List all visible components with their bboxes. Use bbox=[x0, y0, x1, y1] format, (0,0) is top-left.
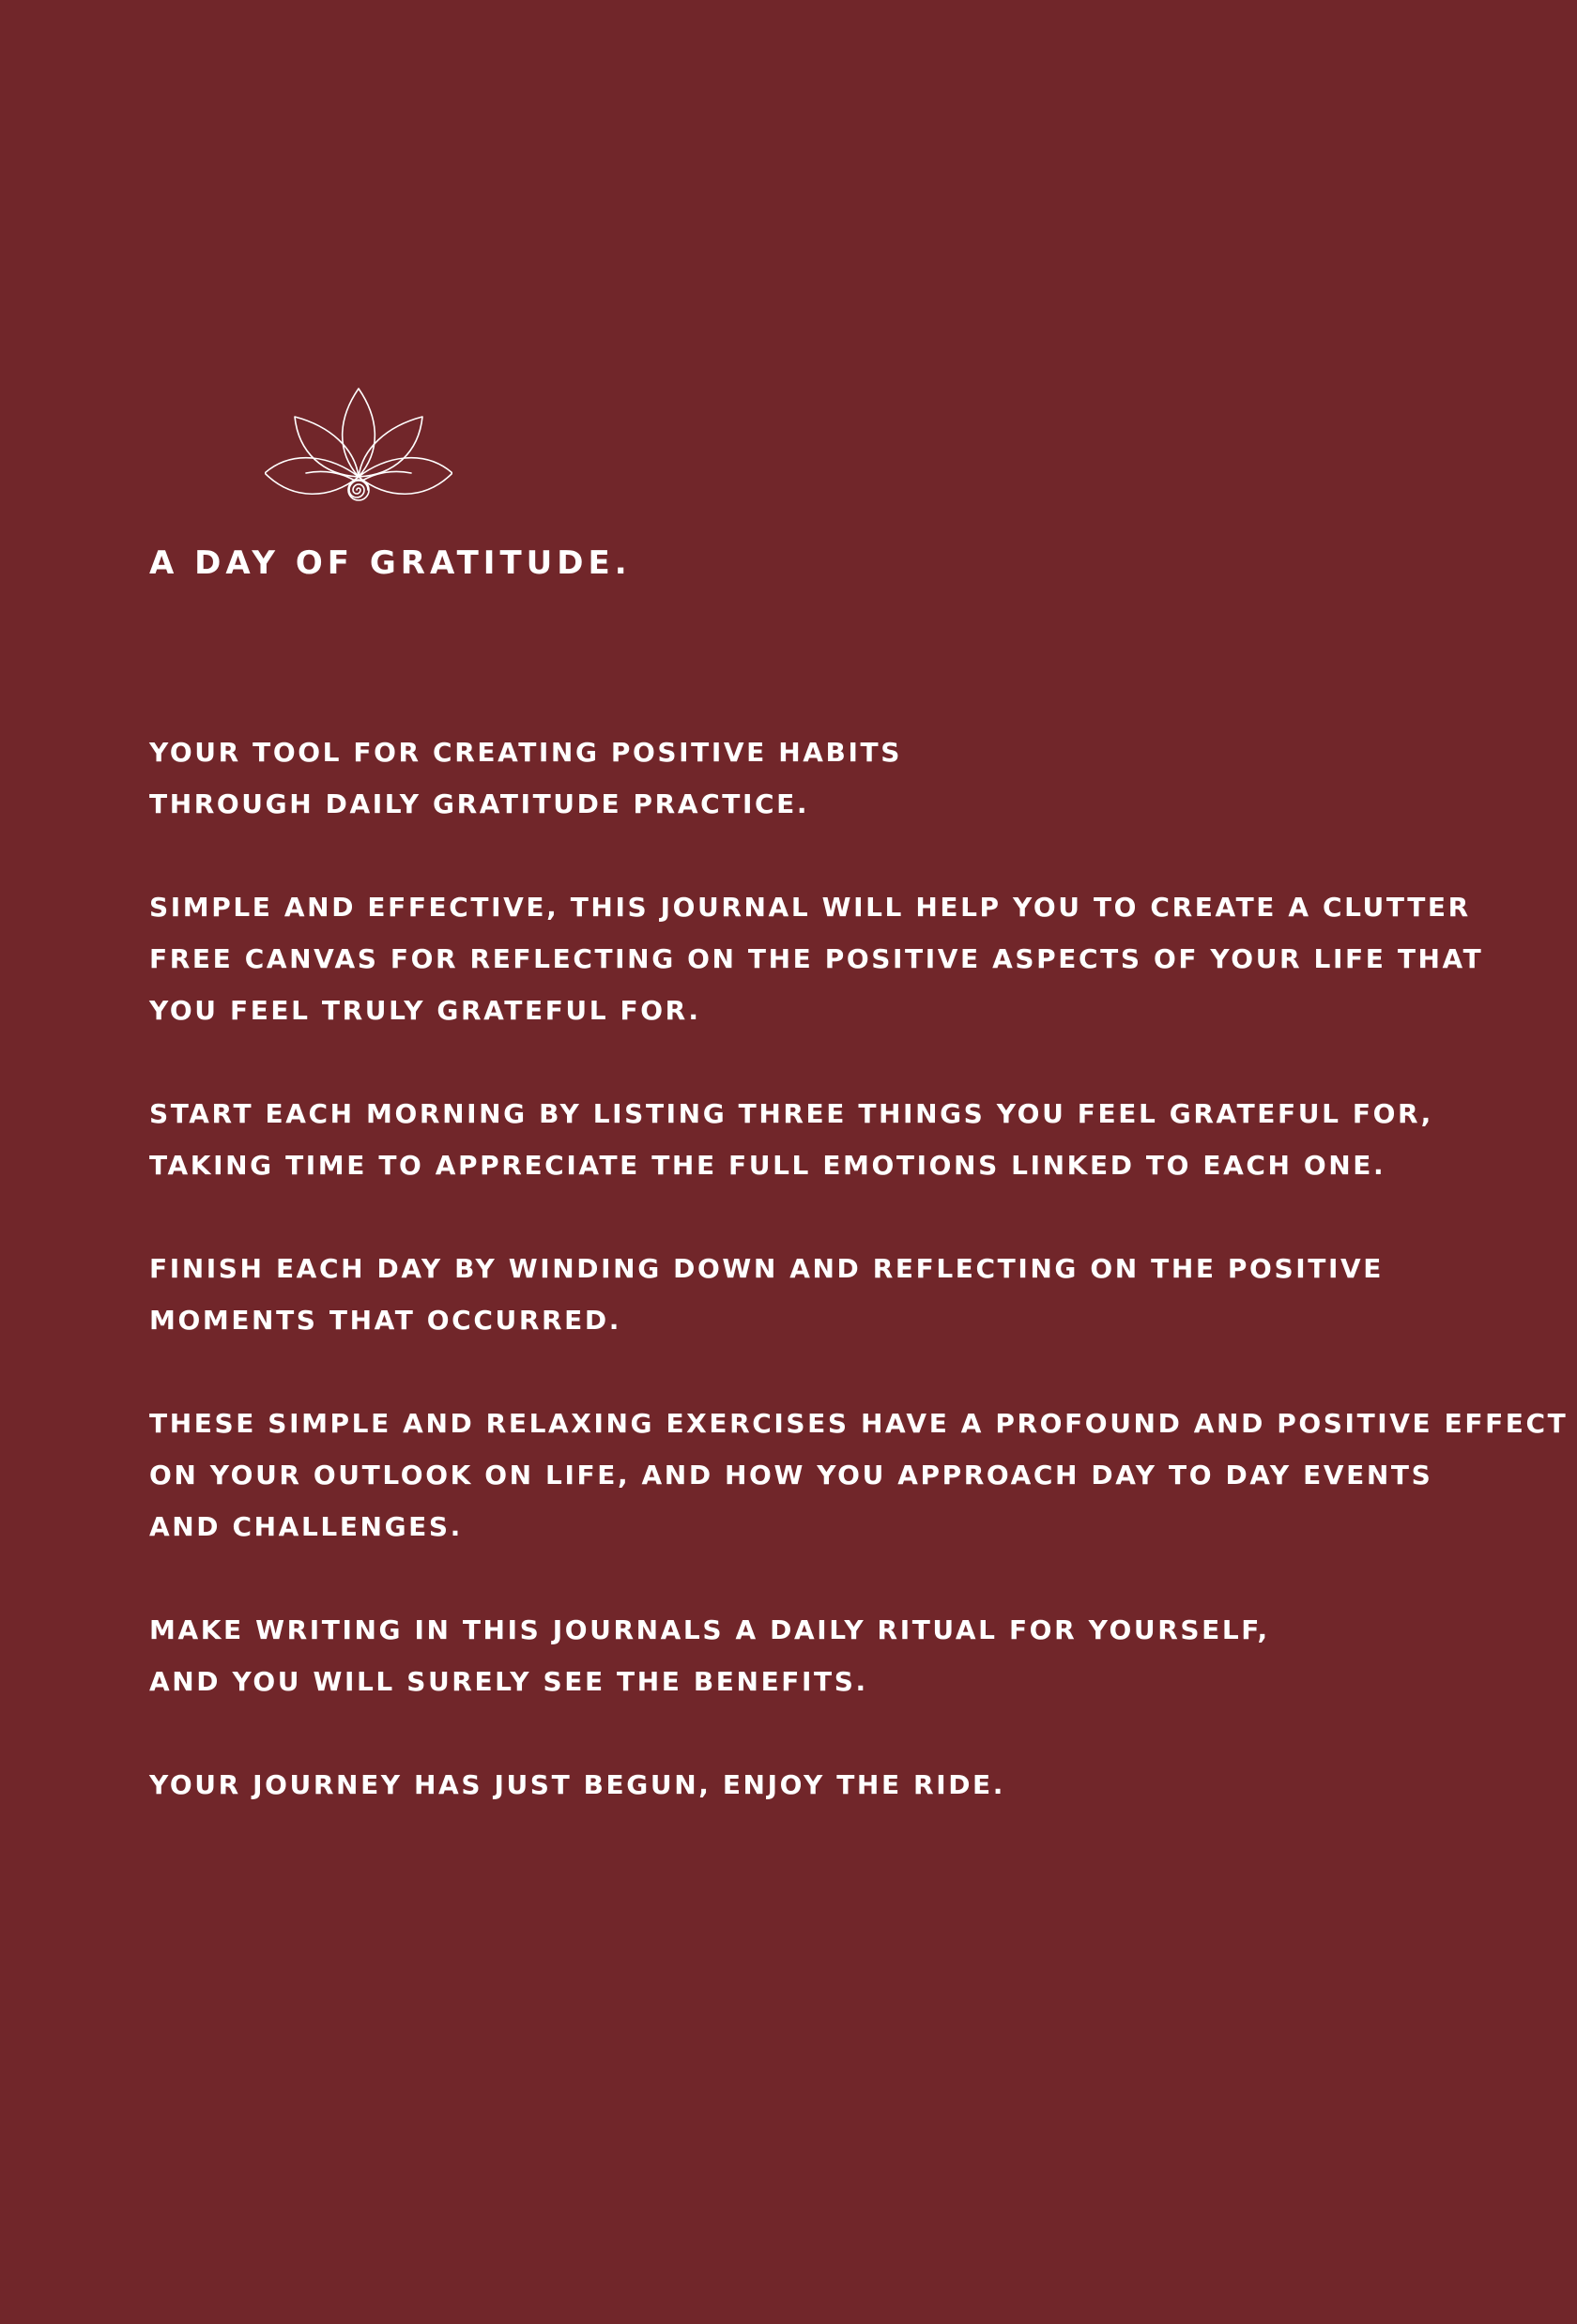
paragraph-5 bbox=[149, 1398, 1569, 1552]
text-line: TAKING TIME TO APPRECIATE THE FULL EMOTIONS LINKED TO EACH ONE. bbox=[149, 1150, 1386, 1181]
paragraph-7 bbox=[149, 1759, 1463, 1811]
paragraph-3 bbox=[149, 1088, 1463, 1191]
text-line: THESE SIMPLE AND RELAXING EXERCISES HAVE A PROFOUND AND POSITIVE EFFECT bbox=[149, 1408, 1569, 1439]
paragraph-6 bbox=[149, 1604, 1463, 1707]
paragraph-2 bbox=[149, 881, 1484, 1036]
text-line: YOU FEEL TRULY GRATEFUL FOR. bbox=[149, 995, 701, 1026]
text-line: MOMENTS THAT OCCURRED. bbox=[149, 1305, 621, 1336]
text-line: SIMPLE AND EFFECTIVE, THIS JOURNAL WILL HELP YOU TO CREATE A CLUTTER bbox=[149, 892, 1471, 923]
text-line: AND CHALLENGES. bbox=[149, 1511, 463, 1542]
text-line: AND YOU WILL SURELY SEE THE BENEFITS. bbox=[149, 1666, 868, 1697]
text-line: ON YOUR OUTLOOK ON LIFE, AND HOW YOU APPROACH DAY TO DAY EVENTS bbox=[149, 1460, 1433, 1491]
text-line: FINISH EACH DAY BY WINDING DOWN AND REFLECTING ON THE POSITIVE bbox=[149, 1253, 1384, 1284]
text-line: YOUR TOOL FOR CREATING POSITIVE HABITS bbox=[149, 737, 902, 768]
lotus-icon bbox=[265, 383, 452, 505]
paragraph-1 bbox=[149, 726, 1463, 830]
paragraph-4 bbox=[149, 1243, 1463, 1346]
text-line: START EACH MORNING BY LISTING THREE THINGS YOU FEEL GRATEFUL FOR, bbox=[149, 1098, 1433, 1129]
text-line: MAKE WRITING IN THIS JOURNALS A DAILY RITUAL FOR YOURSELF, bbox=[149, 1614, 1270, 1645]
text-line: YOUR JOURNEY HAS JUST BEGUN, ENJOY THE RIDE. bbox=[149, 1769, 1006, 1800]
text-line: FREE CANVAS FOR REFLECTING ON THE POSITIVE ASPECTS OF YOUR LIFE THAT bbox=[149, 943, 1484, 974]
intro-text bbox=[149, 726, 1569, 1862]
page-title: A DAY OF GRATITUDE. bbox=[149, 544, 632, 582]
text-line: THROUGH DAILY GRATITUDE PRACTICE. bbox=[149, 788, 810, 819]
